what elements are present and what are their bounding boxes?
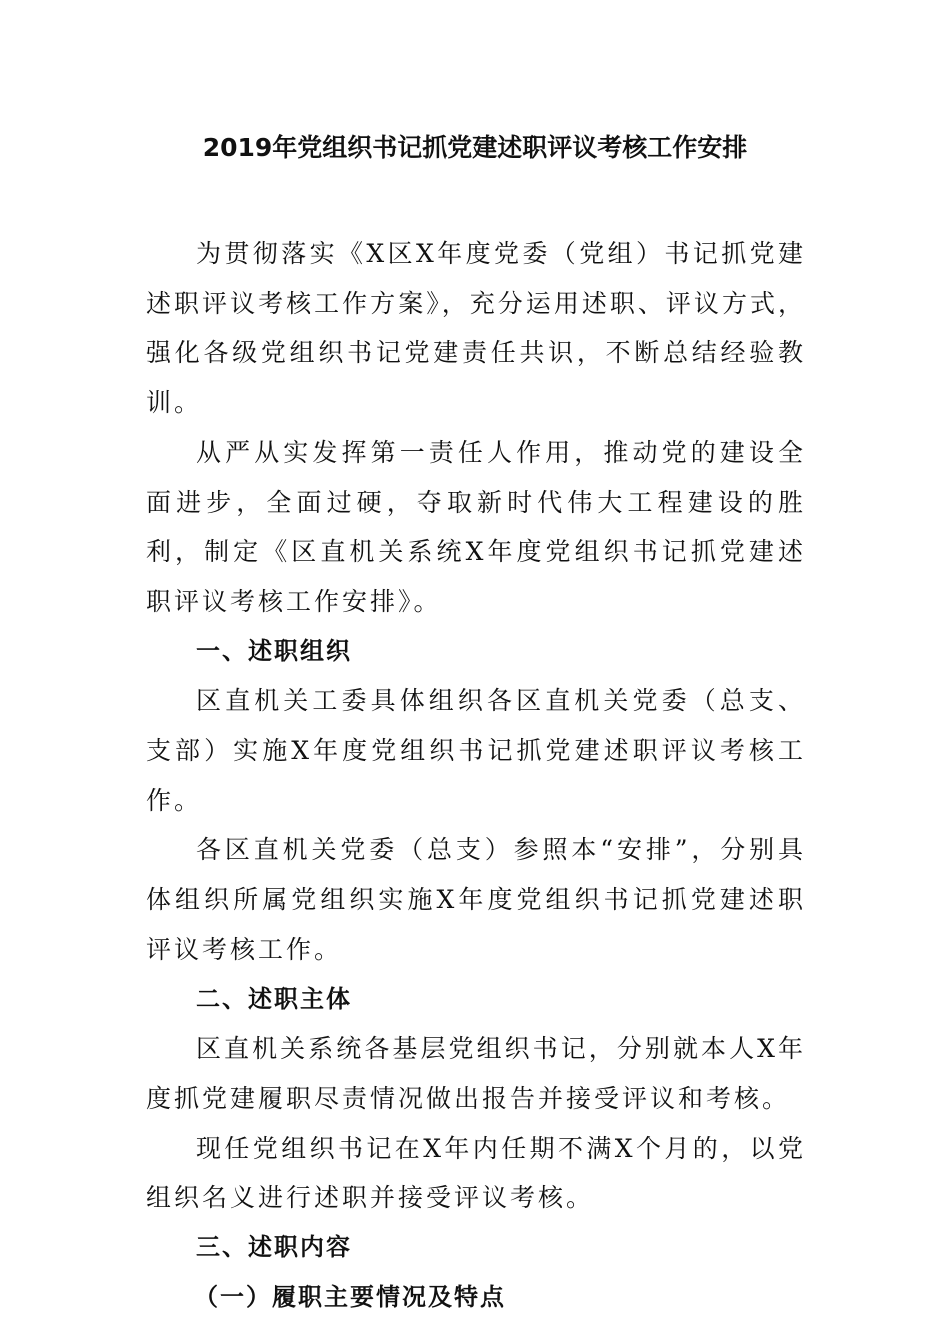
paragraph-organization-1: 区直机关工委具体组织各区直机关党委（总支、支部）实施X年度党组织书记抓党建述职评议考核工作。 bbox=[146, 686, 806, 815]
paragraph-intro: 为贯彻落实《X区X年度党委（党组）书记抓党建述职评议考核工作方案》，充分运用述职、评议方式，强化各级党组织书记党建责任共识，不断总结经验教训。 bbox=[146, 239, 806, 418]
section-heading-content: 三、述职内容 bbox=[196, 1233, 352, 1262]
document-body bbox=[146, 229, 806, 1322]
paragraph-purpose: 从严从实发挥第一责任人作用，推动党的建设全面进步，全面过硬，夺取新时代伟大工程建设的胜利，制定《区直机关系统X年度党组织书记抓党建述职评议考核工作安排》。 bbox=[146, 437, 806, 616]
paragraph-organization-2: 各区直机关党委（总支）参照本“安排”，分别具体组织所属党组织实施X年度党组织书记抓党建述职评议考核工作。 bbox=[146, 835, 806, 964]
document-title: 2019年党组织书记抓党建述职评议考核工作安排 bbox=[202, 133, 748, 162]
section-heading-organization: 一、述职组织 bbox=[196, 636, 352, 665]
section-heading-subject: 二、述职主体 bbox=[196, 984, 352, 1013]
paragraph-subject-2: 现任党组织书记在X年内任期不满X个月的，以党组织名义进行述职并接受评议考核。 bbox=[146, 1133, 806, 1213]
paragraph-subject-1: 区直机关系统各基层党组织书记，分别就本人X年度抓党建履职尽责情况做出报告并接受评议和考核。 bbox=[146, 1034, 806, 1113]
subsection-heading-duties: （一）履职主要情况及特点 bbox=[194, 1282, 506, 1311]
